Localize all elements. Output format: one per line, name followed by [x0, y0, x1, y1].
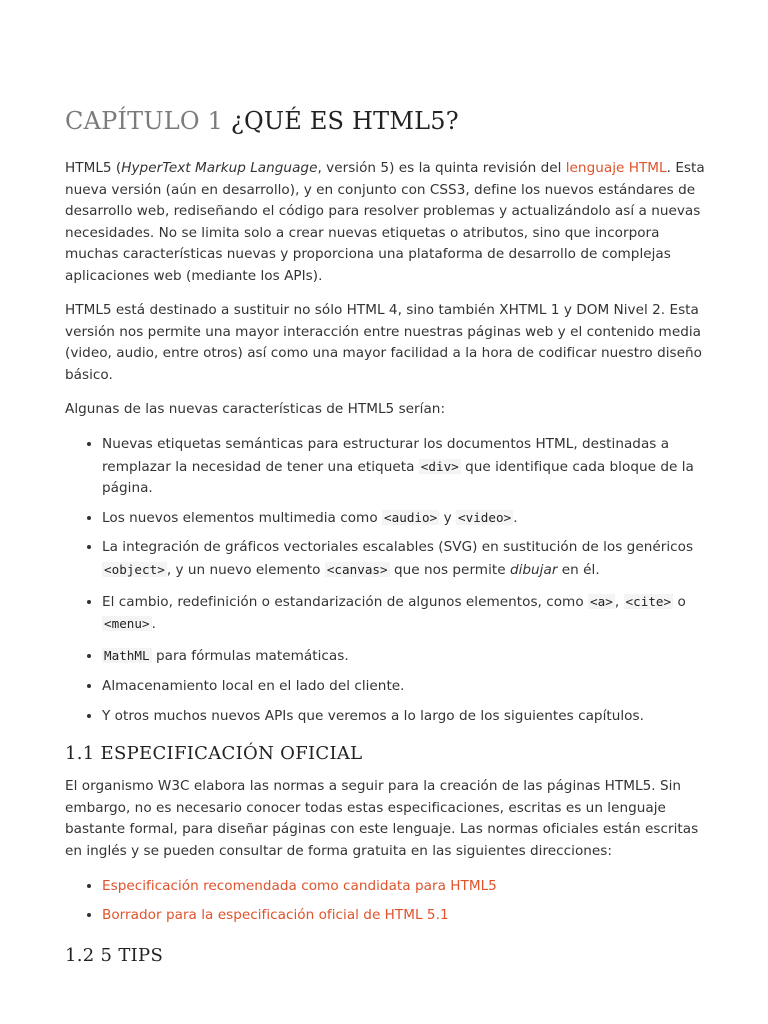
list-item: • Nuevas etiquetas semánticas para estructurar los documentos HTML, destinadas a remplazar la necesidad de tener una etiqueta <div> que identifique cada bloque de la página. [102, 434, 705, 500]
inline-code: <canvas> [326, 561, 388, 577]
inline-code: <cite> [625, 593, 672, 609]
list-item: • Y otros muchos nuevos APIs que veremos a lo largo de los siguientes capítulos. [102, 706, 705, 728]
section-heading-1-2: 1.2 5 TIPS [65, 945, 164, 966]
list-item: • Almacenamiento local en el lado del cliente. [102, 676, 705, 698]
intro-paragraph-3: Algunas de las nuevas características de HTML5 serían: [65, 401, 446, 417]
inline-code: <audio> [384, 509, 438, 525]
inline-code: <menu> [104, 616, 150, 632]
specification-paragraph: El organismo W3C elabora las normas a seguir para la creación de las páginas HTML5. Sin embargo, no es necesario conocer todas estas especificaciones, escritas es un lenguaje bastante formal, para diseñar páginas con este lenguaje. Las normas oficiales están escritas en inglés y se pueden consultar de forma gratuita en las siguientes direcciones: [65, 778, 699, 859]
candidate-recommendation-link[interactable]: Especificación recomendada como candidata para HTML5 [102, 878, 497, 894]
inline-code: MathML [104, 647, 150, 663]
intro-paragraph-2: HTML5 está destinado a sustituir no sólo HTML 4, sino también XHTML 1 y DOM Nivel 2. Esta versión nos permite una mayor interacción entre nuestras páginas web y el contenido media (video, audio, entre otros) así como una mayor facilidad a la hora de codificar nuestro diseño básico. [65, 302, 703, 383]
html-language-link[interactable]: lenguaje HTML [565, 160, 667, 176]
list-item [102, 905, 705, 927]
list-item: • La integración de gráficos vectoriales escalables (SVG) en sustitución de los genéricos <object> , y un nuevo elemento <canvas> que nos permite dibujar en él. [102, 537, 705, 581]
section-heading-1-1: 1.1 ESPECIFICACIÓN OFICIAL [65, 743, 363, 764]
inline-code: <div> [420, 458, 459, 474]
inline-code: <object> [104, 561, 165, 577]
inline-code: <video> [457, 509, 512, 525]
list-item [102, 876, 705, 898]
list-item: • Los nuevos elementos multimedia como <audio> y <video> . [102, 507, 705, 530]
inline-code: <a> [590, 593, 613, 609]
list-item: • El cambio, redefinición o estandarización de algunos elementos, como <a> , <cite> o <menu> . [102, 591, 705, 636]
features-list [65, 434, 705, 728]
chapter-heading: ¿QUÉ ES HTML5? [230, 107, 459, 135]
list-item: • MathML para fórmulas matemáticas. [102, 645, 705, 668]
emphasis-text: HyperText Markup Language [121, 160, 318, 176]
chapter-title [65, 107, 459, 135]
specification-links-list [65, 876, 705, 926]
html51-draft-link[interactable]: Borrador para la especificación oficial de HTML 5.1 [102, 906, 449, 923]
chapter-label: CAPÍTULO 1 [65, 107, 224, 135]
intro-paragraph-1: HTML5 (HyperText Markup Language, versión 5) es la quinta revisión del lenguaje HTML. Esta nueva versión (aún en desarrollo), y en conjunto con CSS3, define los nuevos estándares de desarrollo web, rediseñando el código para resolver problemas y actualizándolo así a nuevas necesidades. No se limita solo a crear nuevas etiquetas o atributos, sino que incorpora muchas características nuevas y proporciona una plataforma de desarrollo de complejas aplicaciones web (mediante los APIs). [65, 160, 705, 284]
